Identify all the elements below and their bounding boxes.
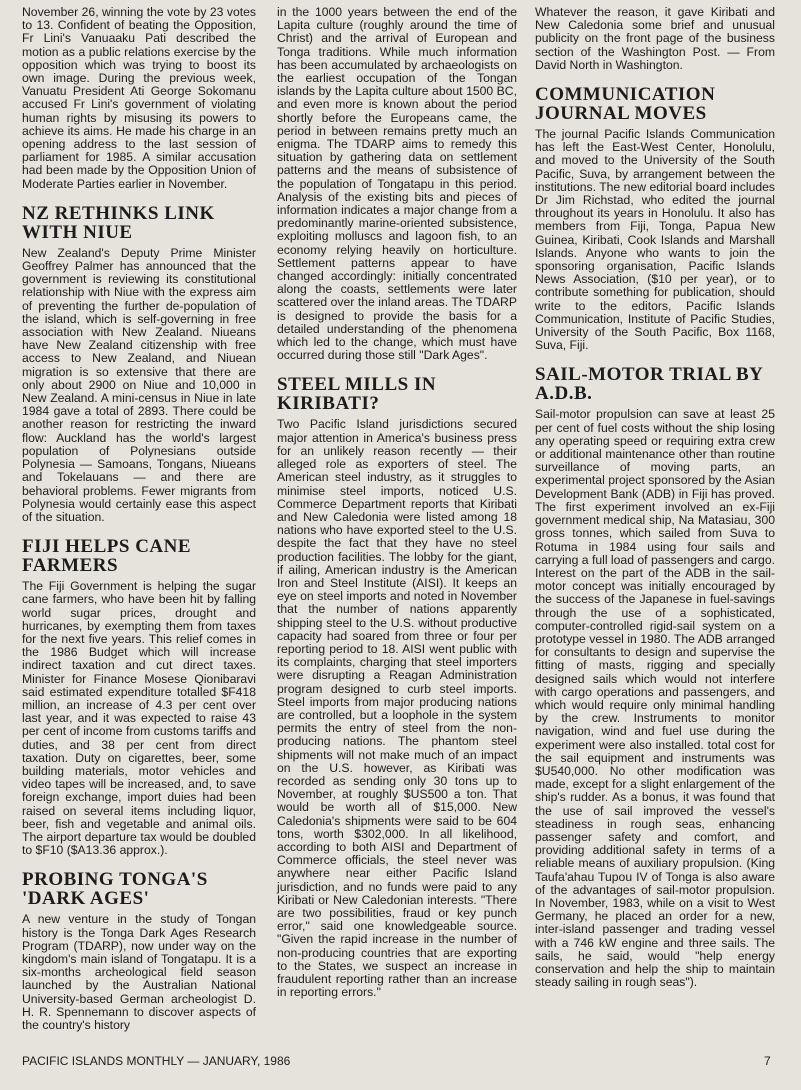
fiji-headline: FIJI HELPS CANE FARMERS: [22, 536, 192, 577]
column-2: [277, 6, 517, 999]
column-1: [22, 6, 256, 1032]
sail-motor-headline: SAIL-MOTOR TRIAL BY A.D.B.: [535, 364, 763, 405]
vanuatu-article-text: November 26, winning the vote by 23 votes to 13. Confident of beating the Opposition, Fr Lini's Vanuaaku Pati described the motion as a public relations exercise by the opposition which was trying to boost its own image. During the previous week, Vanuatu President Ati George Sokomanu accused Fr Lini's government of violating human rights by misusing its powers to achieve its aims. He made his charge in an opening address to the last session of parliament for 1985. A similar accusation had been made by the Opposition Union of Moderate Parties earlier in November.: [22, 5, 256, 191]
steel-article-continued: Whatever the reason, it gave Kiribati and New Caledonia some brief and unusual publicity on the front page of the business section of the Washington Post. — From David North in Washington.: [535, 5, 775, 72]
steel-headline: STEEL MILLS IN KIRIBATI?: [277, 374, 437, 415]
publication-footer: PACIFIC ISLANDS MONTHLY — JANUARY, 1986: [22, 1054, 291, 1068]
page-number: 7: [764, 1054, 771, 1068]
steel-article-text: Two Pacific Island jurisdictions secured major attention in America's business press for an unlikely reason recently — their alleged role as exporters of steel. The American steel industry, as it struggles to minimise steel imports, noticed U.S. Commerce Department reports that Kiribati and New Caledonia were listed among 18 nations who have exported steel to the U.S. despite the fact that they have no steel production facilities. The lobby for the giant, if ailing, American industry is the American Iron and Steel Institute (AISI). It keeps an eye on steel imports and noted in November that the number of nations apparently shipping steel to the U.S. without productive capacity had soared from three or four per reporting period to 18. AISI went public with its complaints, charging that steel importers were disrupting a Reagan Administration program designed to curb steel imports. Steel imports from major producing nations are controlled, but a loophole in the system permits the entry of steel from the non-producing nations. The phantom steel shipments will not make much of an impact on the U.S. however, as Kiribati was recorded as sending only 30 tons up to November, at roughly $US500 a ton. That would be worth all of $15,000. New Caledonia's shipments were said to be 604 tons, worth $302,000. In all likelihood, according to both AISI and Department of Commerce officials, the steel never was anywhere near either Pacific Island jurisdiction, and no funds were paid to any Kiribati or New Caledonian interests. "There are two possibilities, fraud or key punch error," said one knowledgeable source. "Given the rapid increase in the number of non-producing countries that are exporting to the States, we suspect an increase in fraudulent reporting rather than an increase in reporting errors.": [277, 417, 517, 1000]
tonga-article-continued: in the 1000 years between the end of the Lapita culture (roughly around the time of Christ) and the arrival of European and Tonga traditions. While much information has been accumulated by archaeologists on the earliest occupation of the Tongan islands by the Lapita culture about 1500 BC, and even more is known about the period shortly before the Europeans came, the period in between remains pretty much an enigma. The TDARP aims to remedy this situation by gathering data on settlement patterns and the means of subsistence of the population of Tongatapu in this period. Analysis of the existing bits and pieces of information indicates a major change from a predominantly marine-oriented subsistence, exploiting molluscs and lagoon fish, to an economy relying heavily on horticulture. Settlement patterns appear to have changed accordingly: initially concentrated along the coasts, settlements were later scattered over the inland areas. The TDARP is designed to provide the basis for a detailed understanding of the phenomena which led to the change, which must have occurred during those still "Dark Ages".: [277, 5, 517, 363]
communication-headline: COMMUNICATION JOURNAL MOVES: [535, 84, 716, 125]
tonga-headline: PROBING TONGA'S 'DARK AGES': [22, 869, 208, 910]
fiji-article-text: The Fiji Government is helping the sugar cane farmers, who have been hit by falling world sugar prices, drought and hurricanes, by exempting them from taxes for the next five years. This relief comes in the 1986 Budget which will increase indirect taxation and cut direct taxes. Minister for Finance Mosese Qionibaravi said estimated expenditure totalled $F418 million, an increase of 4.3 per cent over last year, and it was expected to raise 43 per cent of income from customs tariffs and duties, and 38 per cent from direct taxation. Duty on cigarettes, beer, some building materials, motor vehicles and video tapes will be increased, and, to save foreign exchange, import duies had been raised on several items including liquor, beer, fish and vegetable and animal oils. The airport departure tax would be doubled to $F10 ($A13.36 approx.).: [22, 579, 256, 858]
niue-article-text: New Zealand's Deputy Prime Minister Geoffrey Palmer has announced that the government is reviewing its constitutional relationship with Niue with the express aim of preventing the further de-population of the island, which is self-governing in free association with New Zealand. Niueans have New Zealand citizenship with free access to New Zealand, and Niuean migration is so extensive that there are only about 2900 on Niue and 10,000 in New Zealand. A mini-census in Niue in late 1984 gave a total of 2893. There could be another reason for restricting the inward flow: Auckland has the world's largest population of Polynesians outside Polynesia — Samoans, Tongans, Niueans and Tokelauans — and there are behavioral problems. Fewer migrants from Polynesia would certainly ease this aspect of the situation.: [22, 245, 256, 524]
communication-article-text: The journal Pacific Islands Communication has left the East-West Center, Honolulu, and moved to the University of the South Pacific, Suva, by arrangement between the institutions. The new editorial board includes Dr Jim Richstad, who edited the journal throughout its years in Honolulu. It also has members from Fiji, Tonga, Papua New Guinea, Kiribati, Cook Islands and Marshall Islands. Anyone who wants to join the sponsoring organisation, Pacific Islands News Association, ($10 per year), or to contribute something for publication, should write to the editors, Pacific Islands Communication, Institute of Pacific Studies, University of the South Pacific, Box 1168, Suva, Fiji.: [535, 127, 775, 353]
column-3: [535, 6, 775, 989]
sail-motor-article-text: Sail-motor propulsion can save at least 25 per cent of fuel costs without the ship losing any operating speed or requiring extra crew or additional maintenance other than routine surveillance of moving parts, an experimental project sponsored by the Asian Development Bank (ADB) in Fiji has proved. The first experiment involved an ex-Fiji government medical ship, Na Matasiau, 300 gross tonnes, which sailed from Suva to Rotuma in 1984 using four sails and carrying a full load of passengers and cargo. Interest on the part of the ADB in the sail-motor concept was initially encouraged by the success of the Japanese in fuel-savings through the use of a sophisticated, computer-controlled rigid-sail system on a prototype vessel in 1980. The ADB arranged for consultants to design and supervise the fitting of masts, rigging and specially designed sails which would not interfere with cargo operations and passengers, and which would require only minimal handling by the crew. Instruments to monitor navigation, wind and fuel use during the experiment were also installed. total cost for the sail equipment and instruments was $U540,000. No other modification was made, except for a slight enlargement of the ship's rudder. As a bonus, it was found that the use of sail improved the vessel's steadiness in rough seas, enhancing passenger safety and comfort, and providing additional safety in terms of a reliable means of auxiliary propulsion. (King Taufa'ahau Tupou IV of Tonga is also aware of the advantages of sail-motor propulsion. In November, 1983, while on a visit to West Germany, he placed an order for a new, inter-island passenger and trading vessel with a 746 kW engine and three sails. The sails, he said, would "help energy conservation and help the ship to maintain steady sailing in rough seas").: [535, 407, 775, 990]
tonga-article-text: A new venture in the study of Tongan history is the Tonga Dark Ages Research Program (TDARP), now under way on the kingdom's main island of Tongatapu. It is a six-months archeological field season launched by the Australian National University-based German archeologist D. H. R. Spennemann to discover aspects of the country's history: [22, 912, 256, 1032]
niue-headline: NZ RETHINKS LINK WITH NIUE: [22, 202, 215, 243]
